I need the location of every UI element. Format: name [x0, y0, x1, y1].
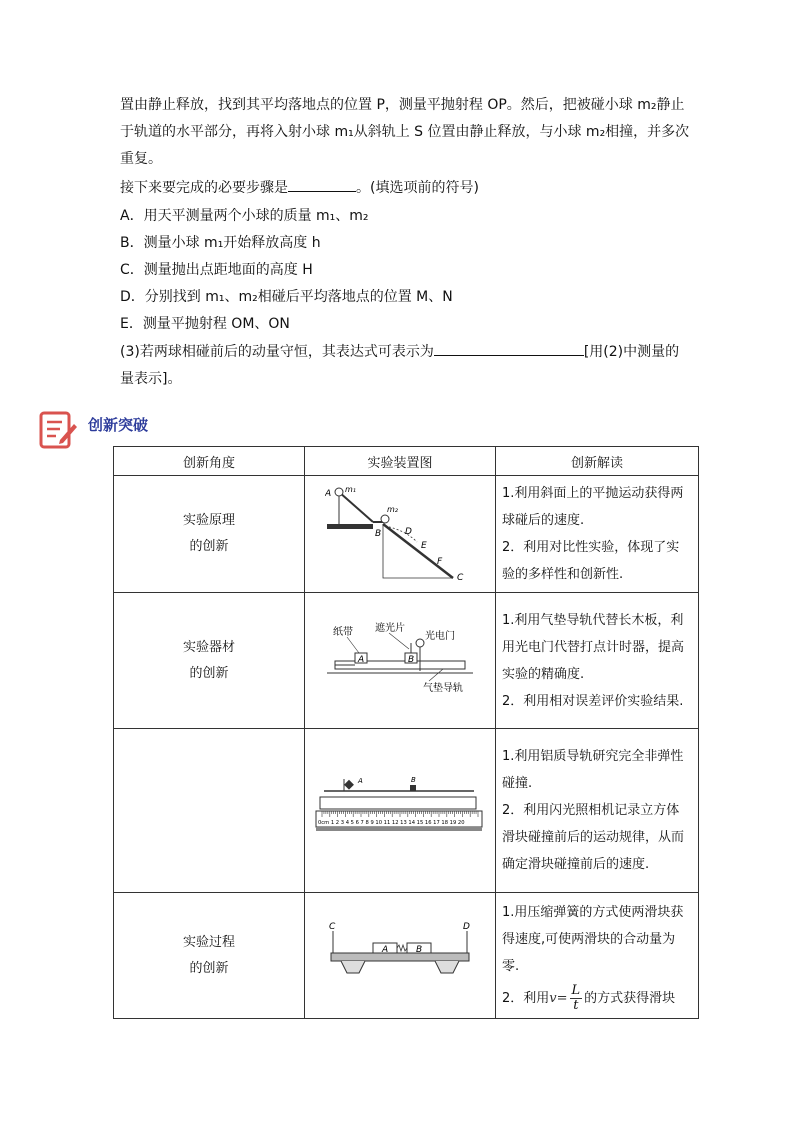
q3-suffix: [用(2)中测量的	[583, 344, 680, 360]
label-A: A	[358, 776, 363, 785]
header-notes: 创新解读	[496, 447, 699, 476]
angle-line: 实验原理	[182, 513, 235, 528]
angle-line: 的创新	[189, 539, 229, 554]
question-3	[120, 341, 679, 361]
note-1: 1.利用斜面上的平抛运动获得两球碰后的速度.	[502, 486, 684, 528]
row2-diagram	[305, 593, 496, 729]
row1-angle	[114, 476, 305, 593]
note-1: 1.用压缩弹簧的方式使两滑块获得速度,可使两滑块的合动量为零.	[502, 904, 684, 974]
table-row	[114, 893, 699, 1019]
innovation-table	[113, 446, 699, 1019]
label-m2: m₂	[387, 505, 398, 514]
label-A: A	[358, 654, 365, 665]
label-tape: 纸带	[333, 626, 353, 638]
row2-angle	[114, 593, 305, 729]
spring-sliders-diagram	[325, 919, 475, 989]
question-3-cont: 量表示]。	[120, 371, 182, 387]
label-F: F	[437, 557, 443, 567]
ruler-scale: 0cm 1 2 3 4 5 6 7 8 9 10 11 12 13 14 15 16 17 18 19 20	[318, 819, 465, 826]
angle-line: 的创新	[189, 960, 229, 976]
section-title: 创新突破	[88, 416, 149, 434]
answer-blank-1[interactable]	[288, 177, 356, 192]
note-1: 1.利用铝质导轨研究完全非弹性碰撞.	[502, 749, 684, 791]
angle-line: 的创新	[189, 665, 229, 681]
label-A: A	[325, 489, 332, 499]
row3-diagram	[305, 729, 496, 893]
row3-angle	[114, 729, 305, 893]
option-a: A．用天平测量两个小球的质量 m₁、m₂	[120, 208, 369, 224]
answer-blank-2[interactable]	[434, 341, 584, 356]
label-B: B	[375, 529, 382, 539]
note-1: 1.利用气垫导轨代替长木板，利用光电门代替打点计时器，提高实验的精确度.	[502, 612, 685, 682]
table-row	[114, 476, 699, 593]
label-D: D	[463, 921, 470, 932]
note-2	[502, 984, 692, 1013]
label-gate: 光电门	[425, 630, 455, 642]
body-line-1: 置由静止释放，找到其平均落地点的位置 P，测量平抛射程 OP。然后，把被碰小球 m₂静止	[120, 97, 685, 113]
option-c: C．测量抛出点距地面的高度 H	[120, 262, 313, 278]
option-e: E．测量平抛射程 OM、ON	[120, 316, 290, 332]
note-2: 2．利用对比性实验，体现了实验的多样性和创新性.	[502, 540, 680, 582]
label-B: B	[408, 654, 415, 665]
air-track-diagram	[325, 619, 475, 699]
option-b: B．测量小球 m₁开始释放高度 h	[120, 235, 321, 251]
body-line-3: 重复。	[120, 151, 162, 167]
label-A: A	[382, 944, 389, 955]
angle-line: 实验过程	[182, 934, 235, 950]
row1-diagram	[305, 476, 496, 593]
label-B: B	[416, 944, 423, 955]
label-B: B	[411, 775, 416, 784]
row4-notes	[496, 893, 699, 1019]
header-diagram: 实验装置图	[305, 447, 496, 476]
option-d: D．分别找到 m₁、m₂相碰后平均落地点的位置 M、N	[120, 289, 453, 305]
row2-notes	[496, 593, 699, 729]
label-C: C	[329, 921, 336, 932]
angle-line: 实验器材	[182, 639, 235, 655]
formula-denominator: t	[573, 997, 579, 1013]
prompt-text: 接下来要完成的必要步骤是	[120, 180, 288, 196]
label-shade: 遮光片	[375, 622, 405, 634]
note-2: 2．利用相对误差评价实验结果.	[502, 693, 684, 709]
incline-collision-diagram	[325, 482, 475, 582]
label-m1: m₁	[345, 485, 356, 494]
formula-fraction	[570, 984, 583, 1013]
prompt-suffix: 。(填选项前的符号)	[356, 180, 479, 196]
label-track: 气垫导轨	[423, 682, 463, 694]
note-2-prefix: 2．利用	[502, 990, 550, 1006]
table-row	[114, 593, 699, 729]
header-angle: 创新角度	[114, 447, 305, 476]
label-D: D	[405, 527, 412, 537]
flash-photo-track-diagram	[314, 769, 486, 849]
question-prompt	[120, 177, 479, 197]
table-header-row	[114, 447, 699, 476]
q3-text: (3)若两球相碰前后的动量守恒，其表达式可表示为	[120, 344, 434, 360]
formula-lhs: v=	[549, 990, 568, 1006]
body-line-2: 于轨道的水平部分，再将入射小球 m₁从斜轨上 S 位置由静止释放，与小球 m₂相撞，并多次	[120, 124, 690, 140]
label-C: C	[457, 573, 464, 582]
row1-notes	[496, 476, 699, 593]
formula-numerator: L	[571, 982, 581, 998]
label-E: E	[421, 541, 427, 551]
note-2-suffix: 的方式获得滑块	[584, 990, 676, 1006]
row3-notes	[496, 729, 699, 893]
note-2: 2．利用闪光照相机记录立方体滑块碰撞前后的运动规律，从而确定滑块碰撞前后的速度.	[502, 803, 685, 872]
row4-diagram	[305, 893, 496, 1019]
notepad-pencil-icon	[38, 410, 78, 450]
table-row	[114, 729, 699, 893]
row4-angle	[114, 893, 305, 1019]
